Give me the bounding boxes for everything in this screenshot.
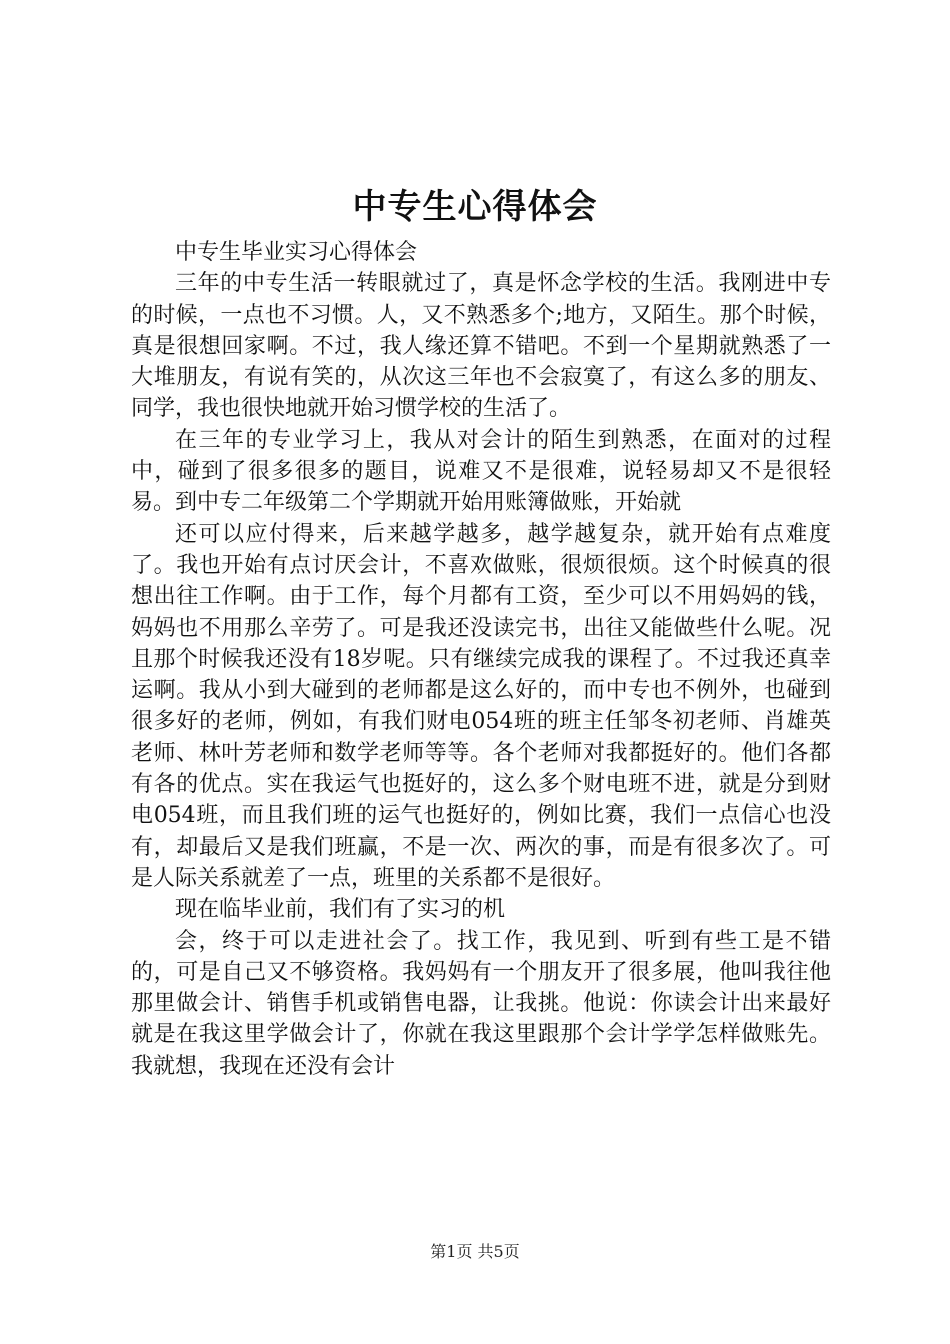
paragraph-subtitle: 中专生毕业实习心得体会: [175, 240, 418, 265]
document-body: [131, 237, 831, 1082]
page-number-footer: 第1页 共5页: [430, 1242, 520, 1261]
paragraph: 还可以应付得来，后来越学越多，越学越复杂，就开始有点难度了。我也开始有点讨厌会计，不喜欢做账，很烦很烦。这个时候真的很想出往工作啊。由于工作，每个月都有工资，至少可以不用妈妈的钱，妈妈也不用那么辛劳了。可是我还没读完书，出往又能做些什么呢。况且那个时候我还没有18岁呢。只有继续完成我的课程了。不过我还真幸运啊。我从小到大碰到的老师都是这么好的，而中专也不例外，也碰到很多好的老师，例如，有我们财电054班的班主任邹冬初老师、肖雄英老师、林叶芳老师和数学老师等等。各个老师对我都挺好的。他们各都有各的优点。实在我运气也挺好的，这么多个财电班不进，就是分到财电054班，而且我们班的运气也挺好的，例如比赛，我们一点信心也没有，却最后又是我们班赢，不是一次、两次的事，而是有很多次了。可是人际关系就差了一点，班里的关系都不是很好。: [131, 521, 831, 891]
document-title: 中专生心得体会: [352, 187, 598, 227]
paragraph: 在三年的专业学习上，我从对会计的陌生到熟悉，在面对的过程中，碰到了很多很多的题目，说难又不是很难，说轻易却又不是很轻易。到中专二年级第二个学期就开始用账簿做账，开始就: [131, 427, 831, 516]
paragraph: 现在临毕业前，我们有了实习的机: [175, 897, 506, 923]
paragraph: 会，终于可以走进社会了。找工作，我见到、听到有些工是不错的，可是自己又不够资格。我妈妈有一个朋友开了很多展，他叫我往他那里做会计、销售手机或销售电器，让我挑。他说：你读会计出来最好就是在我这里学做会计了，你就在我这里跟那个会计学学怎样做账先。我就想，我现在还没有会计: [131, 928, 831, 1079]
paragraph: 三年的中专生活一转眼就过了，真是怀念学校的生活。我刚进中专的时候，一点也不习惯。人，又不熟悉多个;地方，又陌生。那个时候，真是很想回家啊。不过，我人缘还算不错吧。不到一个星期就熟悉了一大堆朋友，有说有笑的，从次这三年也不会寂寞了，有这么多的朋友、同学，我也很快地就开始习惯学校的生活了。: [131, 271, 831, 422]
